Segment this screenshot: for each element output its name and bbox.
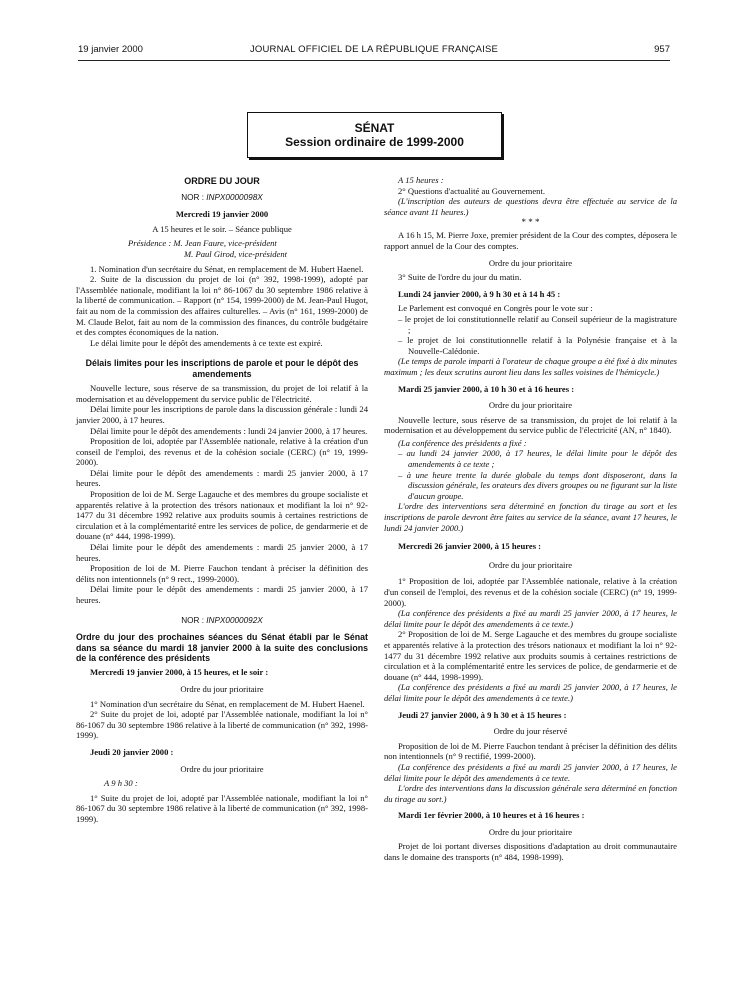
nor-line-2: NOR : INPX0000092X: [181, 615, 263, 625]
jeudi-item-1-note: (La conférence des présidents a fixé au mardi 25 janvier 2000, à 17 heures, le délai limite pour le dépôt des amendements à ce texte.: [384, 761, 677, 783]
inscription-questions: (L'inscription des auteurs de questions devra être effectuée au service de la séance avant 11 heures.): [384, 196, 677, 217]
title-session: Session ordinaire de 1999-2000: [285, 134, 464, 149]
page-header: [78, 44, 670, 58]
delai-6: Proposition de loi de M. Serge Lagauche et des membres du groupe socialiste et apparentés relative à la protection des trésors nationaux et modifiant la loi n° 92-1477 du 31 décembre 1992 relative aux produits soumis à certaines restrictions de circulation et à la complémentarité entre les services de police, de gendarmerie et de douane (n° 444, 1998-1999).: [76, 489, 368, 542]
entry-3: 1° Suite du projet de loi, adopté par l'Assemblée nationale, modifiant la loi n° 86-1067 du 30 septembre 1986 relative à la liberté de communication (n° 392, 1998-1999).: [76, 792, 368, 824]
header-date: 19 janvier 2000: [78, 44, 143, 55]
ordre-prioritaire-6: Ordre du jour prioritaire: [488, 826, 573, 837]
conference-note: L'ordre des interventions sera déterminé en fonction du tirage au sort et les inscriptions de parole devront être faites au service de la séance, avant 17 heures, le lundi 24 janvier 2000.): [384, 501, 677, 533]
questions-actualite: 2° Questions d'actualité au Gouvernement.: [398, 185, 545, 196]
separator-stars: * * *: [521, 217, 540, 228]
ordre-prochaines-seances-heading: Ordre du jour des prochaines séances du Sénat établi par le Sénat dans sa séance du mardi 18 janvier 2000 à la suite des conclusions de la conférence des présidents: [76, 632, 368, 663]
delai-7: Délai limite pour le dépôt des amendements : mardi 25 janvier 2000, à 17 heures.: [76, 542, 368, 563]
date-lundi-24: Lundi 24 janvier 2000, à 9 h 30 et à 14 h 45 :: [398, 288, 561, 299]
delai-8: Proposition de loi de M. Pierre Fauchon tendant à préciser la définition des délits non intentionnels (n° 9 rect., 1999-2000).: [76, 563, 368, 584]
ordre-prioritaire-5: Ordre du jour prioritaire: [488, 559, 573, 570]
fevrier-item-1: Projet de loi portant diverses dispositions d'adaptation au droit communautaire dans le domaine des transports (n° 484, 1998-1999).: [384, 841, 677, 863]
ordre-reserve: Ordre du jour réservé: [493, 726, 568, 737]
a-15-heures: A 15 heures :: [398, 175, 444, 185]
header-journal: JOURNAL OFFICIEL DE LA RÉPUBLIQUE FRANÇAISE: [249, 44, 499, 55]
item-2: 2. Suite de la discussion du projet de loi (n° 392, 1998-1999), adopté par l'Assemblée nationale, modifiant la loi n° 86-1067 du 30 septembre 1986 relative à la liberté de communication. – Rapport (n° 154, 1999-2000) de M. Jean-Paul Hugot, fait au nom de la commission des affaires culturelles. – Avis (n° 161, 1999-2000) de M. Claude Belot, fait au nom de la commission des finances, du contrôle budgétaire et des comptes économiques de la nation.: [76, 274, 368, 338]
rapport-cour-comptes: A 16 h 15, M. Pierre Joxe, premier président de la Cour des comptes, déposera le rapport annuel de la Cour des comptes.: [384, 230, 677, 251]
conference-fixe: (La conférence des présidents a fixé :: [398, 437, 527, 448]
seance-publique: A 15 heures et le soir. – Séance publique: [152, 223, 292, 234]
conference-item-2: – à une heure trente la durée globale du temps dont disposeront, dans la discussion générale, les orateurs des divers groupes ou ne figurant sur la liste d'aucun groupe.: [398, 469, 677, 501]
title-box: [247, 112, 502, 158]
left-column: [76, 174, 368, 825]
item-1: 1. Nomination d'un secrétaire du Sénat, en remplacement de M. Hubert Haenel.: [90, 263, 364, 274]
congres-note: (Le temps de parole imparti à l'orateur de chaque groupe a été fixé à dix minutes maximum ; les deux scrutins auront lieu dans les salles voisines de l'hémicycle.): [384, 356, 677, 377]
header-page-number: 957: [654, 44, 670, 55]
congres: Le Parlement est convoqué en Congrès pour le vote sur :: [398, 303, 593, 314]
presidence-1: Présidence : M. Jean Faure, vice-président: [128, 238, 277, 249]
date-mercredi-19: Mercredi 19 janvier 2000: [175, 209, 269, 220]
ordre-prioritaire-4: Ordre du jour prioritaire: [488, 400, 573, 411]
date-mercredi-19-15h: Mercredi 19 janvier 2000, à 15 heures, et le soir :: [90, 667, 269, 678]
date-mardi-25: Mardi 25 janvier 2000, à 10 h 30 et à 16 heures :: [398, 383, 575, 394]
mercredi-item-1-note: (La conférence des présidents a fixé au mardi 25 janvier 2000, à 17 heures, le délai limite pour le dépôt des amendements à ce texte.): [384, 608, 677, 629]
jeudi-item-1: Proposition de loi de M. Pierre Fauchon tendant à préciser la définition des délits non intentionnels (n° 9 rectifié, 1999-2000).: [384, 740, 677, 762]
mercredi-item-2-note: (La conférence des présidents a fixé au mardi 25 janvier 2000, à 17 heures, le délai limite pour le dépôt des amendements à ce texte.): [384, 682, 677, 703]
ordre-prioritaire-1: Ordre du jour prioritaire: [180, 684, 264, 694]
presidence-2: M. Paul Girod, vice-président: [184, 248, 288, 259]
date-jeudi-20: Jeudi 20 janvier 2000 :: [90, 746, 174, 757]
header-rule: [78, 60, 670, 61]
title-senat: SÉNAT: [354, 120, 395, 135]
date-mardi-1-fevrier: Mardi 1er février 2000, à 10 heures et à 16 heures :: [398, 810, 585, 821]
delai-2: Délai limite pour les inscriptions de parole dans la discussion générale : lundi 24 janvier 2000, à 17 heures.: [76, 404, 368, 425]
delai-9: Délai limite pour le dépôt des amendements : mardi 25 janvier 2000, à 17 heures.: [76, 584, 368, 605]
right-column: [384, 175, 677, 863]
ordre-prioritaire-2: Ordre du jour prioritaire: [180, 763, 264, 774]
entry-2: 2° Suite du projet de loi, adopté par l'Assemblée nationale, modifiant la loi n° 86-1067 du 30 septembre 1986 relative à la liberté de communication (n° 392, 1998-1999).: [76, 709, 368, 741]
delai-5: Délai limite pour le dépôt des amendements : mardi 25 janvier 2000, à 17 heures.: [76, 467, 368, 489]
ordre-du-jour-heading: ORDRE DU JOUR: [184, 176, 260, 186]
item-delai: Le délai limite pour le dépôt des amendements à ce texte est expiré.: [90, 337, 323, 348]
mercredi-item-2: 2° Proposition de loi de M. Serge Lagauche et des membres du groupe socialiste et apparentés relative à la protection des trésors nationaux et modifiant la loi n° 92-1477 du 31 décembre 1992 relative aux produits soumis à certaines restrictions de circulation et à la complémentarité entre les services de police, de gendarmerie et de douane (n° 444, 1998-1999).: [384, 629, 677, 682]
nor-line-1: NOR : INPX0000098X: [181, 192, 263, 202]
date-mercredi-26: Mercredi 26 janvier 2000, à 15 heures :: [398, 541, 542, 552]
ordre-prioritaire-3: Ordre du jour prioritaire: [488, 257, 573, 268]
delais-heading: Délais limites pour les inscriptions de parole et pour le dépôt des amendements: [85, 358, 359, 379]
mercredi-item-1: 1° Proposition de loi, adoptée par l'Assemblée nationale, relative à la création d'un conseil de l'emploi, des revenus et de la cohésion sociale (CERC) (n° 19, 1999-2000).: [384, 576, 677, 608]
entry-1: 1° Nomination d'un secrétaire du Sénat, en remplacement de M. Hubert Haenel.: [90, 698, 365, 709]
conference-item-1: – au lundi 24 janvier 2000, à 17 heures, le délai limite pour le dépôt des amendements à ce texte ;: [398, 448, 677, 470]
congres-item-2: – le projet de loi constitutionnelle relatif à la Polynésie française et à la Nouvelle-Calédonie.: [398, 335, 677, 356]
a-9h30: A 9 h 30 :: [104, 778, 138, 789]
suite-ordre-matin: 3° Suite de l'ordre du jour du matin.: [398, 272, 522, 283]
delai-3: Délai limite pour le dépôt des amendements : lundi 24 janvier 2000, à 17 heures.: [90, 425, 368, 436]
nouvelle-lecture: Nouvelle lecture, sous réserve de sa transmission, du projet de loi relatif à la modernisation et au développement du service public de l'électricité (AN, n° 1840).: [384, 414, 677, 436]
delai-4: Proposition de loi, adoptée par l'Assemblée nationale, relative à la création d'un conseil de l'emploi, des revenus et de la cohésion sociale (CERC) (n° 19, 1999-2000).: [76, 436, 368, 468]
congres-item-1: – le projet de loi constitutionnelle relatif au Conseil supérieur de la magistrature ;: [398, 313, 677, 335]
delai-1: Nouvelle lecture, sous réserve de sa transmission, du projet de loi relatif à la modernisation et au développement du service public de l'électricité.: [76, 383, 368, 404]
jeudi-item-1-note-2: L'ordre des interventions dans la discussion générale sera déterminé en fonction du tirage au sort.): [384, 783, 677, 804]
date-jeudi-27: Jeudi 27 janvier 2000, à 9 h 30 et à 15 heures :: [398, 709, 567, 720]
